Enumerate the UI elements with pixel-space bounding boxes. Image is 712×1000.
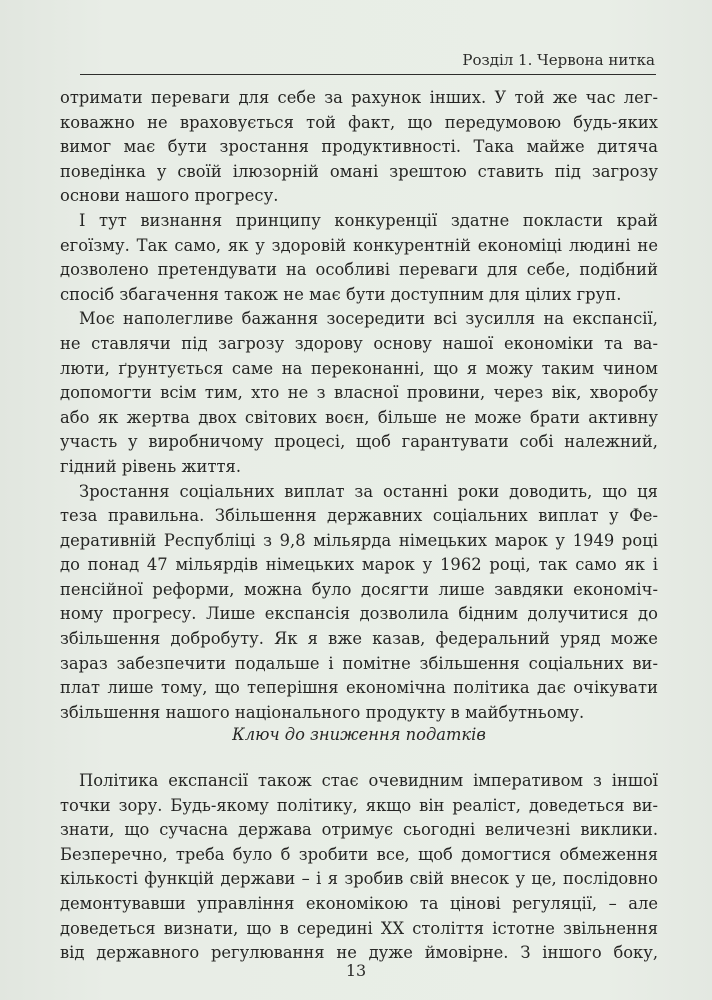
paragraph bbox=[60, 86, 658, 209]
text-line: пенсійної реформи, можна було досягти лише завдяки економіч- bbox=[60, 579, 658, 599]
text-line: Безперечно, треба було б зробити все, щоб домогтися обмеження bbox=[60, 844, 658, 864]
body-text-top bbox=[60, 86, 658, 725]
paragraph bbox=[60, 209, 658, 307]
text-line: люти, ґрунтується саме на переконанні, що я можу таким чином bbox=[60, 358, 658, 378]
text-line: ному прогресу. Лише експансія дозволила бідним долучитися до bbox=[60, 604, 658, 624]
text-line: допомогти всім тим, хто не з власної провини, через вік, хворобу bbox=[60, 383, 658, 403]
running-head: Розділ 1. Червона нитка bbox=[462, 51, 655, 69]
text-line: дозволено претендувати на особливі переваги для себе, подібний bbox=[60, 260, 658, 280]
text-line: гідний рівень життя. bbox=[60, 456, 242, 476]
header-rule bbox=[80, 74, 656, 75]
text-line: Моє наполегливе бажання зосередити всі зусилля на експансії, bbox=[79, 309, 658, 329]
text-line: не ставлячи під загрозу здорову основу нашої економіки та ва- bbox=[60, 333, 658, 353]
text-line: Політика експансії також стає очевидним імперативом з іншої bbox=[79, 771, 658, 790]
body-text-bottom bbox=[60, 769, 658, 966]
text-line: коважно не враховується той факт, що передумовою будь-яких bbox=[60, 112, 658, 132]
page-number: 13 bbox=[345, 961, 367, 980]
text-line: зараз забезпечити подальше і помітне збільшення соціальних ви- bbox=[60, 653, 658, 673]
text-line: знати, що сучасна держава отримує сьогодні величезні виклики. bbox=[60, 820, 658, 840]
text-line: Зростання соціальних виплат за останні роки доводить, що ця bbox=[79, 481, 658, 501]
text-line: отримати переваги для себе за рахунок інших. У той же час лег- bbox=[60, 88, 658, 107]
text-line: збільшення нашого національного продукту в майбутньому. bbox=[60, 702, 585, 722]
text-line: точки зору. Будь-якому політику, якщо він реаліст, доведеться ви- bbox=[60, 795, 658, 815]
paragraph bbox=[60, 769, 658, 966]
text-line: кількості функцій держави – і я зробив свій внесок у це, послідовно bbox=[60, 869, 658, 889]
text-line: егоїзму. Так само, як у здоровій конкурентній економіці людині не bbox=[60, 235, 658, 255]
text-line: до понад 47 мільярдів німецьких марок у 1962 році, так само як і bbox=[60, 555, 658, 575]
text-line: спосіб збагачення також не має бути доступним для цілих груп. bbox=[60, 284, 622, 304]
text-line: демонтувавши управління економікою та цінові регуляції, – але bbox=[60, 893, 658, 913]
text-line: від державного регулювання не дуже ймовірне. З іншого боку, bbox=[60, 943, 658, 963]
text-line: збільшення добробуту. Як я вже казав, федеральний уряд може bbox=[60, 629, 658, 649]
text-line: вимог має бути зростання продуктивності. Така майже дитяча bbox=[60, 137, 658, 157]
text-line: І тут визнання принципу конкуренції здатне покласти край bbox=[79, 210, 658, 230]
text-line: поведінка у своїй ілюзорній омані зрештою ставить під загрозу bbox=[60, 161, 658, 181]
text-line: доведеться визнати, що в середині ХХ століття істотне звільнення bbox=[60, 918, 658, 938]
text-line: плат лише тому, що теперішня економічна політика дає очікувати bbox=[60, 678, 658, 698]
text-line: або як жертва двох світових воєн, більше не може брати активну bbox=[60, 407, 658, 427]
paragraph bbox=[60, 480, 658, 726]
text-line: участь у виробничому процесі, щоб гарантувати собі належний, bbox=[60, 432, 658, 452]
text-line: теза правильна. Збільшення державних соціальних виплат у Фе- bbox=[60, 506, 658, 526]
text-line: основи нашого прогресу. bbox=[60, 186, 279, 206]
text-line: деративній Республіці з 9,8 мільярда німецьких марок у 1949 році bbox=[60, 530, 658, 550]
section-heading: Ключ до зниження податків bbox=[232, 725, 486, 744]
paragraph bbox=[60, 307, 658, 479]
